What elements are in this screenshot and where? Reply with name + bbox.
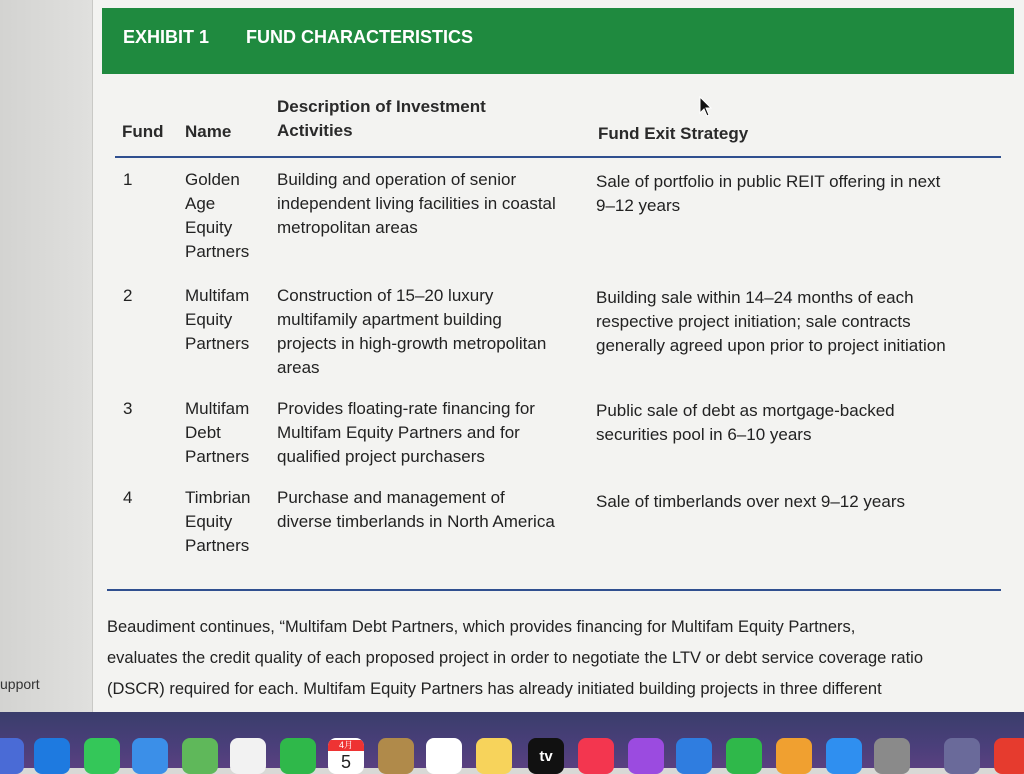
table-cell-name: Partners xyxy=(185,334,250,353)
mail-icon[interactable] xyxy=(132,738,168,774)
weibo-icon[interactable] xyxy=(994,738,1024,774)
table-header-rule xyxy=(115,156,1001,158)
header-description-line1: Description of Investment xyxy=(277,97,486,116)
table-cell-name: Debt xyxy=(185,423,221,442)
safari-icon[interactable] xyxy=(34,738,70,774)
table-cell-description: Purchase and management of xyxy=(277,488,505,507)
app-store-icon[interactable] xyxy=(826,738,862,774)
pages-icon[interactable] xyxy=(776,738,812,774)
table-cell-name: Multifam xyxy=(185,399,250,418)
table-cell-name: Equity xyxy=(185,218,233,237)
body-paragraph xyxy=(107,612,1007,705)
paragraph-line: (DSCR) required for each. Multifam Equity Partners has already initiated building projects in three different xyxy=(107,680,882,698)
table-cell-description: Multifam Equity Partners and for xyxy=(277,423,520,442)
paragraph-line: evaluates the credit quality of each proposed project in order to negotiate the LTV or debt service coverage ratio xyxy=(107,649,924,667)
table-cell-description: qualified project purchasers xyxy=(277,447,485,466)
keynote-icon[interactable] xyxy=(676,738,712,774)
table-cell-fund: 1 xyxy=(123,170,133,189)
table-cell-exit: Sale of timberlands over next 9–12 years xyxy=(596,492,906,511)
table-cell-exit: Building sale within 14–24 months of each xyxy=(596,288,914,307)
header-description-line2: Activities xyxy=(277,121,353,140)
table-cell-fund: 2 xyxy=(123,286,133,305)
paragraph-line: Beaudiment continues, “Multifam Debt Partners, which provides financing for Multifam Equity Partners, xyxy=(107,618,856,636)
table-cell-exit: generally agreed upon prior to project initiation xyxy=(596,336,946,355)
exhibit-title: FUND CHARACTERISTICS xyxy=(246,27,473,47)
support-label[interactable]: upport xyxy=(0,676,40,692)
header-exit: Fund Exit Strategy xyxy=(598,124,749,143)
notes-icon[interactable] xyxy=(476,738,512,774)
table-cell-description: independent living facilities in coastal xyxy=(277,194,556,213)
table-cell-description: diverse timberlands in North America xyxy=(277,512,555,531)
table-cell-name: Partners xyxy=(185,242,250,261)
table-cell-description: metropolitan areas xyxy=(277,218,418,237)
table-cell-exit: Sale of portfolio in public REIT offering in next xyxy=(596,172,941,191)
reminders-icon[interactable] xyxy=(426,738,462,774)
left-sidebar xyxy=(0,0,92,712)
table-cell-name: Partners xyxy=(185,536,250,555)
table-cell-description: Provides floating-rate financing for xyxy=(277,399,535,418)
table-bottom-rule xyxy=(107,589,1001,591)
table-cell-fund: 4 xyxy=(123,488,133,507)
calendar-icon[interactable] xyxy=(328,738,364,774)
exhibit-number: EXHIBIT 1 xyxy=(123,27,210,47)
photos-icon[interactable] xyxy=(230,738,266,774)
contacts-icon[interactable] xyxy=(378,738,414,774)
facetime-icon[interactable] xyxy=(280,738,316,774)
table-cell-exit: respective project initiation; sale contracts xyxy=(596,312,911,331)
document-page xyxy=(92,0,1024,712)
table-cell-name: Equity xyxy=(185,310,233,329)
tv-icon[interactable] xyxy=(528,738,564,774)
tv-label: tv xyxy=(539,747,553,765)
table-cell-name: Multifam xyxy=(185,286,250,305)
header-name: Name xyxy=(185,122,232,141)
table-cell-description: Construction of 15–20 luxury xyxy=(277,286,494,305)
system-preferences-icon[interactable] xyxy=(874,738,910,774)
table-cell-description: multifamily apartment building xyxy=(277,310,502,329)
exhibit-header xyxy=(102,8,1014,74)
header-fund: Fund xyxy=(122,122,164,141)
table-cell-fund: 3 xyxy=(123,399,133,418)
messages-icon[interactable] xyxy=(84,738,120,774)
table-cell-name: Partners xyxy=(185,447,250,466)
calendar-month: 4月 xyxy=(328,740,364,751)
mouse-cursor-icon xyxy=(699,96,713,118)
numbers-icon[interactable] xyxy=(726,738,762,774)
dictionary-icon[interactable] xyxy=(944,738,980,774)
table-cell-exit: Public sale of debt as mortgage-backed xyxy=(596,401,895,420)
dock xyxy=(0,712,1024,772)
launchpad-icon[interactable] xyxy=(0,738,24,774)
table-cell-name: Timbrian xyxy=(185,488,251,507)
table-cell-description: Building and operation of senior xyxy=(277,170,517,189)
table-cell-name: Age xyxy=(185,194,216,213)
table-cell-description: areas xyxy=(277,358,320,377)
table-cell-name: Equity xyxy=(185,512,233,531)
music-icon[interactable] xyxy=(578,738,614,774)
calendar-day: 5 xyxy=(340,751,351,772)
table-cell-exit: securities pool in 6–10 years xyxy=(596,425,812,444)
table-cell-name: Golden xyxy=(185,170,240,189)
podcasts-icon[interactable] xyxy=(628,738,664,774)
table-cell-description: projects in high-growth metropolitan xyxy=(277,334,547,353)
table-cell-exit: 9–12 years xyxy=(596,196,681,215)
maps-icon[interactable] xyxy=(182,738,218,774)
